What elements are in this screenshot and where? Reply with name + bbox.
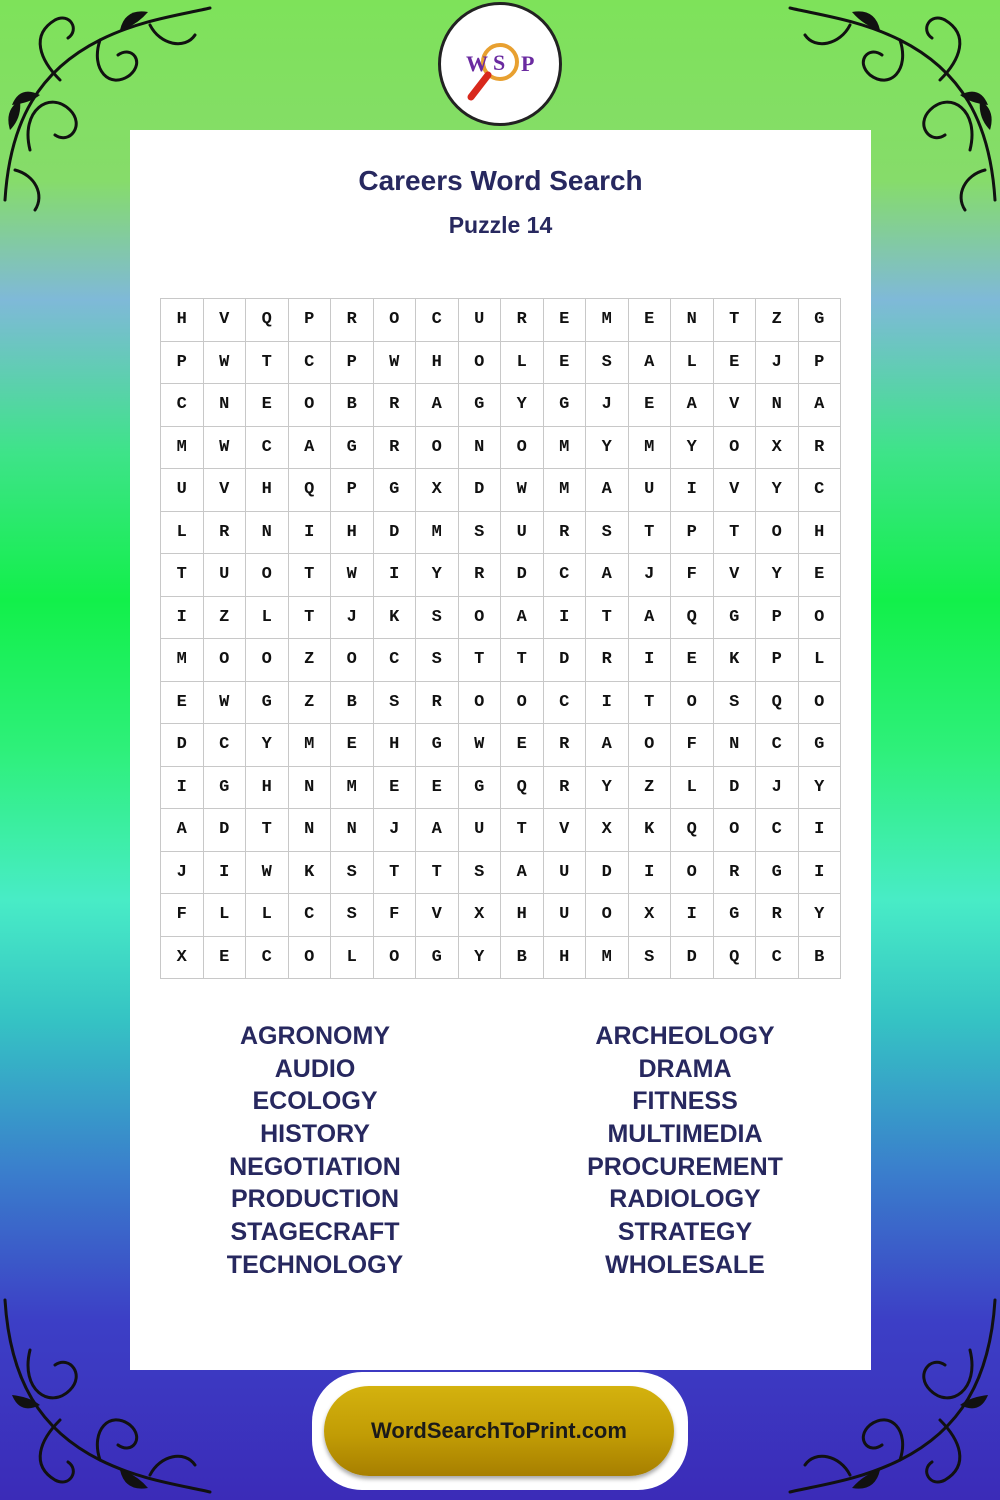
- grid-cell[interactable]: F: [671, 554, 714, 597]
- grid-cell[interactable]: R: [416, 682, 459, 725]
- grid-cell[interactable]: Q: [671, 809, 714, 852]
- grid-cell[interactable]: P: [799, 342, 842, 385]
- logo-letter-s: S: [493, 50, 506, 75]
- grid-cell[interactable]: A: [629, 342, 672, 385]
- grid-cell[interactable]: T: [714, 299, 757, 342]
- grid-cell[interactable]: N: [714, 724, 757, 767]
- grid-cell[interactable]: V: [544, 809, 587, 852]
- grid-cell[interactable]: C: [289, 342, 332, 385]
- grid-cell[interactable]: J: [756, 767, 799, 810]
- grid-cell[interactable]: E: [416, 767, 459, 810]
- grid-cell[interactable]: M: [544, 427, 587, 470]
- grid-cell[interactable]: T: [246, 342, 289, 385]
- grid-cell[interactable]: A: [586, 724, 629, 767]
- wsp-logo[interactable]: [438, 2, 562, 126]
- grid-cell[interactable]: F: [671, 724, 714, 767]
- footer-badge: [312, 1372, 688, 1490]
- word-list-item: HISTORY: [260, 1120, 370, 1149]
- grid-cell[interactable]: C: [799, 469, 842, 512]
- grid-cell[interactable]: P: [331, 342, 374, 385]
- grid-cell[interactable]: M: [331, 767, 374, 810]
- grid-cell[interactable]: O: [501, 427, 544, 470]
- grid-cell[interactable]: O: [671, 682, 714, 725]
- grid-cell[interactable]: A: [629, 597, 672, 640]
- grid-cell[interactable]: T: [586, 597, 629, 640]
- grid-cell[interactable]: M: [586, 299, 629, 342]
- grid-cell[interactable]: P: [756, 597, 799, 640]
- grid-cell[interactable]: T: [289, 554, 332, 597]
- grid-cell[interactable]: V: [204, 299, 247, 342]
- grid-cell[interactable]: S: [459, 512, 502, 555]
- grid-cell[interactable]: E: [544, 299, 587, 342]
- grid-cell[interactable]: X: [161, 937, 204, 980]
- word-list-item: STRATEGY: [617, 1218, 753, 1247]
- page-title: Careers Word Search: [358, 165, 643, 196]
- grid-cell[interactable]: O: [671, 852, 714, 895]
- grid-cell[interactable]: Z: [756, 299, 799, 342]
- grid-cell[interactable]: U: [161, 469, 204, 512]
- grid-cell[interactable]: W: [374, 342, 417, 385]
- website-link-button[interactable]: WordSearchToPrint.com: [324, 1386, 674, 1476]
- grid-cell[interactable]: U: [544, 852, 587, 895]
- grid-cell[interactable]: G: [459, 384, 502, 427]
- grid-cell[interactable]: L: [331, 937, 374, 980]
- grid-cell[interactable]: V: [416, 894, 459, 937]
- grid-cell[interactable]: D: [161, 724, 204, 767]
- grid-cell[interactable]: N: [289, 767, 332, 810]
- grid-cell[interactable]: E: [544, 342, 587, 385]
- word-list-item: PROCUREMENT: [587, 1152, 783, 1181]
- grid-cell[interactable]: U: [501, 512, 544, 555]
- grid-cell[interactable]: N: [246, 512, 289, 555]
- grid-cell[interactable]: X: [586, 809, 629, 852]
- grid-cell[interactable]: E: [629, 384, 672, 427]
- grid-cell[interactable]: S: [331, 852, 374, 895]
- grid-cell[interactable]: Q: [714, 937, 757, 980]
- grid-cell[interactable]: U: [459, 299, 502, 342]
- grid-cell[interactable]: I: [671, 894, 714, 937]
- grid-cell[interactable]: G: [374, 469, 417, 512]
- word-list-item: AUDIO: [274, 1054, 356, 1083]
- grid-cell[interactable]: A: [671, 384, 714, 427]
- grid-cell[interactable]: P: [331, 469, 374, 512]
- grid-cell[interactable]: N: [204, 384, 247, 427]
- grid-cell[interactable]: R: [544, 767, 587, 810]
- grid-cell[interactable]: C: [161, 384, 204, 427]
- grid-cell[interactable]: Y: [671, 427, 714, 470]
- grid-cell[interactable]: L: [161, 512, 204, 555]
- grid-cell[interactable]: S: [416, 597, 459, 640]
- grid-cell[interactable]: X: [756, 427, 799, 470]
- grid-cell[interactable]: Y: [416, 554, 459, 597]
- grid-cell[interactable]: K: [629, 809, 672, 852]
- grid-cell[interactable]: N: [331, 809, 374, 852]
- grid-cell[interactable]: C: [756, 724, 799, 767]
- grid-cell[interactable]: M: [586, 937, 629, 980]
- grid-cell[interactable]: H: [416, 342, 459, 385]
- grid-cell[interactable]: T: [374, 852, 417, 895]
- grid-cell[interactable]: I: [629, 852, 672, 895]
- grid-cell[interactable]: S: [374, 682, 417, 725]
- grid-cell[interactable]: D: [501, 554, 544, 597]
- word-list-item: ECOLOGY: [252, 1087, 378, 1116]
- grid-cell[interactable]: N: [671, 299, 714, 342]
- grid-cell[interactable]: A: [289, 427, 332, 470]
- grid-cell[interactable]: B: [331, 682, 374, 725]
- grid-cell[interactable]: C: [544, 682, 587, 725]
- grid-cell[interactable]: L: [671, 767, 714, 810]
- grid-cell[interactable]: P: [161, 342, 204, 385]
- grid-cell[interactable]: S: [586, 342, 629, 385]
- grid-cell[interactable]: W: [204, 342, 247, 385]
- word-list-right: [500, 1020, 870, 1282]
- grid-cell[interactable]: A: [586, 469, 629, 512]
- grid-cell[interactable]: O: [459, 597, 502, 640]
- grid-cell[interactable]: D: [671, 937, 714, 980]
- grid-cell[interactable]: N: [459, 427, 502, 470]
- grid-cell[interactable]: G: [416, 724, 459, 767]
- grid-cell[interactable]: L: [799, 639, 842, 682]
- grid-cell[interactable]: Q: [246, 299, 289, 342]
- grid-cell[interactable]: U: [544, 894, 587, 937]
- grid-cell[interactable]: V: [204, 469, 247, 512]
- grid-cell[interactable]: T: [629, 682, 672, 725]
- magnifier-icon: [441, 5, 559, 123]
- grid-cell[interactable]: Q: [501, 767, 544, 810]
- grid-cell[interactable]: F: [161, 894, 204, 937]
- grid-cell[interactable]: S: [629, 937, 672, 980]
- grid-cell[interactable]: G: [416, 937, 459, 980]
- grid-cell[interactable]: J: [374, 809, 417, 852]
- grid-cell[interactable]: E: [204, 937, 247, 980]
- grid-cell[interactable]: T: [501, 639, 544, 682]
- grid-cell[interactable]: R: [204, 512, 247, 555]
- grid-cell[interactable]: A: [416, 809, 459, 852]
- grid-cell[interactable]: B: [799, 937, 842, 980]
- word-list-item: FITNESS: [632, 1087, 738, 1116]
- grid-cell[interactable]: I: [374, 554, 417, 597]
- grid-cell[interactable]: R: [544, 724, 587, 767]
- grid-cell[interactable]: O: [756, 512, 799, 555]
- grid-cell[interactable]: I: [671, 469, 714, 512]
- grid-cell[interactable]: V: [714, 469, 757, 512]
- grid-cell[interactable]: W: [331, 554, 374, 597]
- grid-cell[interactable]: W: [459, 724, 502, 767]
- grid-cell[interactable]: D: [204, 809, 247, 852]
- grid-cell[interactable]: S: [416, 639, 459, 682]
- grid-cell[interactable]: O: [586, 894, 629, 937]
- grid-cell[interactable]: H: [331, 512, 374, 555]
- grid-cell[interactable]: H: [246, 767, 289, 810]
- grid-cell[interactable]: Y: [586, 427, 629, 470]
- grid-cell[interactable]: O: [374, 299, 417, 342]
- grid-cell[interactable]: O: [714, 809, 757, 852]
- grid-cell[interactable]: Z: [289, 639, 332, 682]
- grid-cell[interactable]: G: [714, 894, 757, 937]
- grid-cell[interactable]: T: [714, 512, 757, 555]
- grid-cell[interactable]: B: [501, 937, 544, 980]
- puzzle-sheet: [130, 130, 871, 1370]
- grid-cell[interactable]: O: [331, 639, 374, 682]
- grid-cell[interactable]: A: [586, 554, 629, 597]
- grid-cell[interactable]: W: [246, 852, 289, 895]
- grid-cell[interactable]: I: [161, 767, 204, 810]
- grid-cell[interactable]: Z: [289, 682, 332, 725]
- grid-cell[interactable]: A: [501, 852, 544, 895]
- grid-cell[interactable]: I: [586, 682, 629, 725]
- grid-cell[interactable]: O: [289, 937, 332, 980]
- grid-cell[interactable]: X: [416, 469, 459, 512]
- grid-cell[interactable]: R: [544, 512, 587, 555]
- grid-cell[interactable]: R: [756, 894, 799, 937]
- grid-cell[interactable]: C: [289, 894, 332, 937]
- grid-cell[interactable]: P: [671, 512, 714, 555]
- grid-cell[interactable]: O: [799, 597, 842, 640]
- grid-cell[interactable]: T: [459, 639, 502, 682]
- grid-cell[interactable]: M: [161, 639, 204, 682]
- grid-cell[interactable]: Q: [289, 469, 332, 512]
- grid-cell[interactable]: M: [289, 724, 332, 767]
- grid-cell[interactable]: X: [459, 894, 502, 937]
- grid-cell[interactable]: H: [246, 469, 289, 512]
- grid-cell[interactable]: J: [756, 342, 799, 385]
- grid-cell[interactable]: U: [629, 469, 672, 512]
- grid-cell[interactable]: E: [501, 724, 544, 767]
- grid-cell[interactable]: J: [586, 384, 629, 427]
- word-list-item: STAGECRAFT: [230, 1218, 400, 1247]
- grid-cell[interactable]: C: [544, 554, 587, 597]
- grid-cell[interactable]: O: [246, 554, 289, 597]
- grid-cell[interactable]: T: [629, 512, 672, 555]
- grid-cell[interactable]: O: [714, 427, 757, 470]
- grid-cell[interactable]: C: [756, 937, 799, 980]
- grid-cell[interactable]: L: [671, 342, 714, 385]
- grid-cell[interactable]: D: [586, 852, 629, 895]
- grid-cell[interactable]: M: [161, 427, 204, 470]
- grid-cell[interactable]: K: [374, 597, 417, 640]
- grid-cell[interactable]: Y: [799, 894, 842, 937]
- word-list-item: ARCHEOLOGY: [595, 1022, 775, 1050]
- grid-cell[interactable]: R: [331, 299, 374, 342]
- word-list-item: TECHNOLOGY: [226, 1250, 404, 1279]
- grid-cell[interactable]: B: [331, 384, 374, 427]
- grid-cell[interactable]: E: [331, 724, 374, 767]
- word-list-item: NEGOTIATION: [229, 1152, 401, 1181]
- grid-cell[interactable]: Y: [501, 384, 544, 427]
- letter-grid: [160, 298, 841, 979]
- grid-cell[interactable]: W: [501, 469, 544, 512]
- grid-cell[interactable]: K: [714, 639, 757, 682]
- grid-cell[interactable]: E: [246, 384, 289, 427]
- grid-cell[interactable]: J: [331, 597, 374, 640]
- grid-cell[interactable]: U: [459, 809, 502, 852]
- puzzle-number: Puzzle 14: [448, 212, 553, 238]
- grid-cell[interactable]: C: [756, 809, 799, 852]
- grid-cell[interactable]: W: [204, 682, 247, 725]
- grid-cell[interactable]: G: [331, 427, 374, 470]
- grid-cell[interactable]: Q: [671, 597, 714, 640]
- grid-cell[interactable]: O: [459, 682, 502, 725]
- grid-cell[interactable]: Y: [756, 469, 799, 512]
- grid-cell[interactable]: L: [204, 894, 247, 937]
- grid-cell[interactable]: Y: [246, 724, 289, 767]
- grid-cell[interactable]: T: [246, 809, 289, 852]
- grid-cell[interactable]: M: [629, 427, 672, 470]
- grid-cell[interactable]: O: [459, 342, 502, 385]
- grid-cell[interactable]: R: [799, 427, 842, 470]
- grid-cell[interactable]: V: [714, 554, 757, 597]
- grid-cell[interactable]: I: [161, 597, 204, 640]
- grid-cell[interactable]: O: [629, 724, 672, 767]
- grid-cell[interactable]: H: [799, 512, 842, 555]
- grid-cell[interactable]: C: [246, 937, 289, 980]
- word-list-item: DRAMA: [638, 1054, 732, 1083]
- word-list-item: PRODUCTION: [230, 1185, 400, 1214]
- grid-cell[interactable]: D: [374, 512, 417, 555]
- grid-cell[interactable]: O: [289, 384, 332, 427]
- grid-cell[interactable]: E: [629, 299, 672, 342]
- grid-cell[interactable]: E: [671, 639, 714, 682]
- grid-cell[interactable]: S: [586, 512, 629, 555]
- word-list-item: RADIOLOGY: [609, 1185, 761, 1214]
- grid-cell[interactable]: T: [416, 852, 459, 895]
- grid-cell[interactable]: R: [459, 554, 502, 597]
- grid-cell[interactable]: T: [501, 809, 544, 852]
- grid-cell[interactable]: P: [289, 299, 332, 342]
- grid-cell[interactable]: A: [161, 809, 204, 852]
- grid-cell[interactable]: E: [374, 767, 417, 810]
- grid-cell[interactable]: R: [586, 639, 629, 682]
- grid-cell[interactable]: N: [756, 384, 799, 427]
- grid-cell[interactable]: G: [756, 852, 799, 895]
- grid-cell[interactable]: H: [501, 894, 544, 937]
- grid-cell[interactable]: J: [161, 852, 204, 895]
- grid-cell[interactable]: C: [416, 299, 459, 342]
- grid-cell[interactable]: R: [374, 427, 417, 470]
- logo-letter-p: P: [521, 51, 535, 76]
- grid-cell[interactable]: I: [799, 809, 842, 852]
- grid-cell[interactable]: G: [714, 597, 757, 640]
- grid-cell[interactable]: O: [204, 639, 247, 682]
- grid-cell[interactable]: W: [204, 427, 247, 470]
- grid-cell[interactable]: G: [204, 767, 247, 810]
- grid-cell[interactable]: L: [501, 342, 544, 385]
- grid-cell[interactable]: G: [246, 682, 289, 725]
- logo-letter-w: W: [466, 51, 488, 76]
- grid-cell[interactable]: I: [799, 852, 842, 895]
- grid-cell[interactable]: U: [204, 554, 247, 597]
- grid-cell[interactable]: V: [714, 384, 757, 427]
- grid-cell[interactable]: H: [544, 937, 587, 980]
- grid-cell[interactable]: I: [544, 597, 587, 640]
- grid-cell[interactable]: Y: [799, 767, 842, 810]
- grid-cell[interactable]: T: [161, 554, 204, 597]
- grid-cell[interactable]: E: [714, 342, 757, 385]
- grid-cell[interactable]: C: [374, 639, 417, 682]
- grid-cell[interactable]: K: [289, 852, 332, 895]
- grid-cell[interactable]: J: [629, 554, 672, 597]
- grid-cell[interactable]: T: [289, 597, 332, 640]
- grid-cell[interactable]: M: [544, 469, 587, 512]
- grid-cell[interactable]: G: [459, 767, 502, 810]
- grid-cell[interactable]: D: [714, 767, 757, 810]
- grid-cell[interactable]: H: [161, 299, 204, 342]
- grid-cell[interactable]: G: [544, 384, 587, 427]
- grid-cell[interactable]: Z: [629, 767, 672, 810]
- grid-cell[interactable]: Y: [459, 937, 502, 980]
- grid-cell[interactable]: C: [204, 724, 247, 767]
- grid-cell[interactable]: Y: [586, 767, 629, 810]
- grid-cell[interactable]: A: [416, 384, 459, 427]
- grid-cell[interactable]: D: [544, 639, 587, 682]
- grid-cell[interactable]: Y: [756, 554, 799, 597]
- grid-cell[interactable]: L: [246, 894, 289, 937]
- word-list-item: MULTIMEDIA: [607, 1120, 763, 1149]
- grid-cell[interactable]: X: [629, 894, 672, 937]
- grid-cell[interactable]: I: [204, 852, 247, 895]
- grid-cell[interactable]: H: [374, 724, 417, 767]
- grid-cell[interactable]: S: [331, 894, 374, 937]
- grid-cell[interactable]: C: [246, 427, 289, 470]
- grid-cell[interactable]: A: [501, 597, 544, 640]
- grid-cell[interactable]: R: [501, 299, 544, 342]
- grid-cell[interactable]: E: [799, 554, 842, 597]
- grid-cell[interactable]: R: [714, 852, 757, 895]
- grid-cell[interactable]: E: [161, 682, 204, 725]
- grid-cell[interactable]: R: [374, 384, 417, 427]
- grid-cell[interactable]: O: [246, 639, 289, 682]
- grid-cell[interactable]: S: [459, 852, 502, 895]
- grid-cell[interactable]: F: [374, 894, 417, 937]
- grid-cell[interactable]: Q: [756, 682, 799, 725]
- word-list-left: [130, 1020, 500, 1282]
- grid-cell[interactable]: D: [459, 469, 502, 512]
- grid-cell[interactable]: I: [629, 639, 672, 682]
- grid-cell[interactable]: S: [714, 682, 757, 725]
- grid-cell[interactable]: Z: [204, 597, 247, 640]
- grid-cell[interactable]: G: [799, 724, 842, 767]
- word-list-item: WHOLESALE: [605, 1250, 765, 1279]
- grid-cell[interactable]: O: [416, 427, 459, 470]
- grid-cell[interactable]: O: [501, 682, 544, 725]
- grid-cell[interactable]: A: [799, 384, 842, 427]
- grid-cell[interactable]: L: [246, 597, 289, 640]
- word-list-item: AGRONOMY: [240, 1022, 390, 1050]
- grid-cell[interactable]: O: [799, 682, 842, 725]
- grid-cell[interactable]: M: [416, 512, 459, 555]
- grid-cell[interactable]: O: [374, 937, 417, 980]
- grid-cell[interactable]: P: [756, 639, 799, 682]
- grid-cell[interactable]: G: [799, 299, 842, 342]
- grid-cell[interactable]: I: [289, 512, 332, 555]
- grid-cell[interactable]: N: [289, 809, 332, 852]
